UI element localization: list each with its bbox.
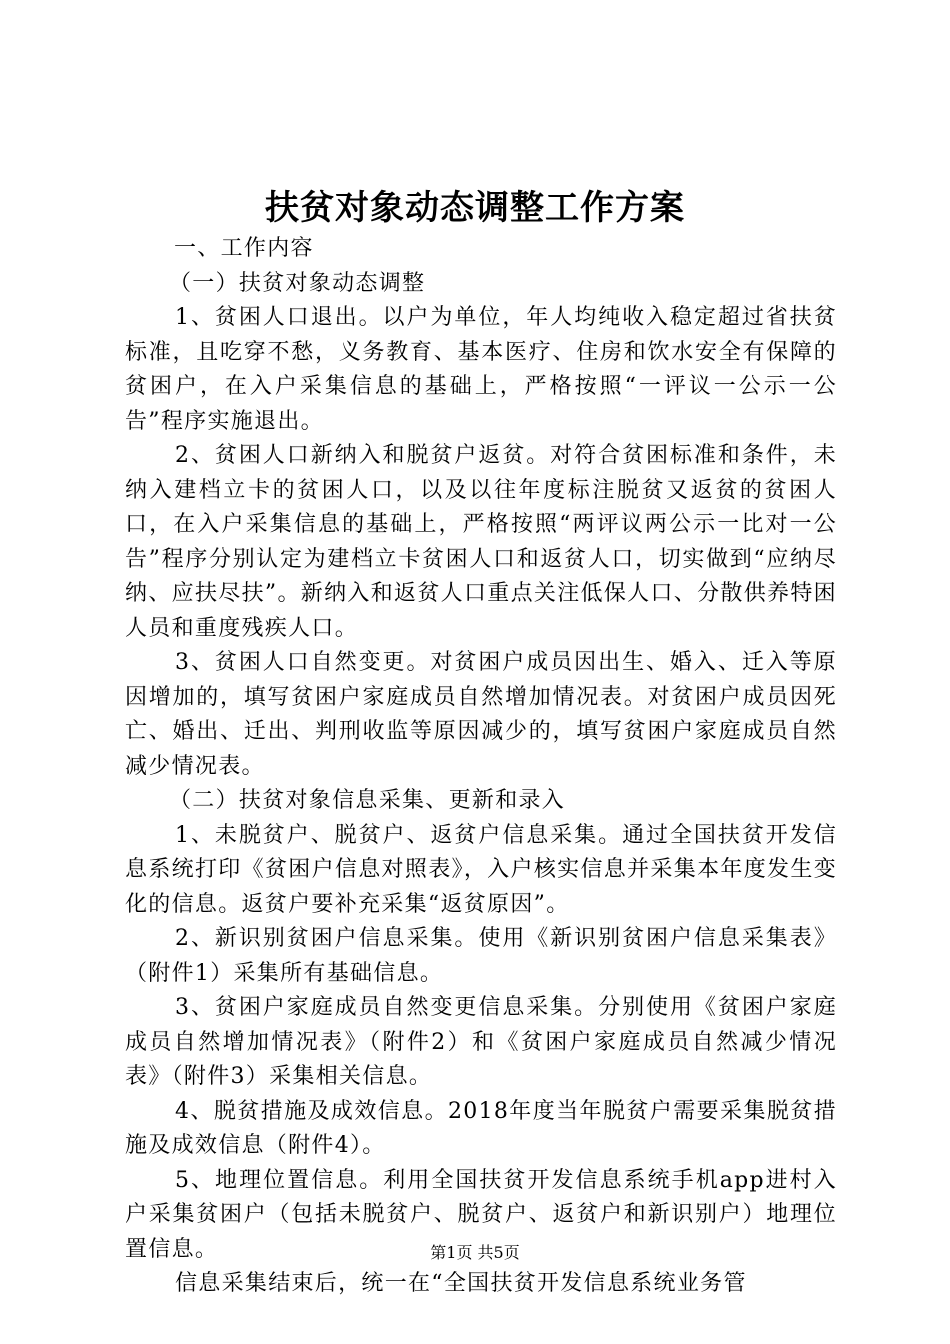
paragraph-member-change-info: 3、贫困户家庭成员自然变更信息采集。分别使用《贫困户家庭成员自然增加情况表》（附件2）和《贫困户家庭成员自然减少情况表》（附件3）采集相关信息。 bbox=[125, 995, 837, 1089]
page-footer: 第1页 共5页 bbox=[430, 1243, 520, 1262]
paragraph-location-info: 5、地理位置信息。利用全国扶贫开发信息系统手机app进村入户采集贫困户（包括未脱贫户、脱贫户、返贫户和新识别户）地理位置信息。 bbox=[125, 1167, 837, 1262]
subsection-heading-dynamic-adjustment: （一）扶贫对象动态调整 bbox=[169, 270, 426, 296]
paragraph-existing-household-info: 1、未脱贫户、脱贫户、返贫户信息采集。通过全国扶贫开发信息系统打印《贫困户信息对照表》，入户核实信息并采集本年度发生变化的信息。返贫户要补充采集“返贫原因”。 bbox=[125, 822, 837, 917]
subsection-heading-info-collection: （二）扶贫对象信息采集、更新和录入 bbox=[169, 788, 566, 813]
document-body bbox=[125, 232, 837, 1302]
paragraph-new-inclusion-and-return: 2、贫困人口新纳入和脱贫户返贫。对符合贫困标准和条件，未纳入建档立卡的贫困人口，以及以往年度标注脱贫又返贫的贫困人口，在入户采集信息的基础上，严格按照“两评议两公示一比对一公告”程序分别认定为建档立卡贫困人口和返贫人口，切实做到“应纳尽纳、应扶尽扶”。新纳入和返贫人口重点关注低保人口、分散供养特困人员和重度残疾人口。 bbox=[125, 443, 837, 641]
document-title: 扶贫对象动态调整工作方案 bbox=[265, 188, 685, 228]
paragraph-after-collection: 信息采集结束后，统一在“全国扶贫开发信息系统业务管 bbox=[175, 1271, 747, 1296]
paragraph-natural-change: 3、贫困人口自然变更。对贫困户成员因出生、婚入、迁入等原因增加的，填写贫困户家庭成员自然增加情况表。对贫困户成员因死亡、婚出、迁出、判刑收监等原因减少的，填写贫困户家庭成员自然减少情况表。 bbox=[125, 650, 837, 779]
paragraph-poverty-exit: 1、贫困人口退出。以户为单位，年人均纯收入稳定超过省扶贫标准，且吃穿不愁，义务教育、基本医疗、住房和饮水安全有保障的贫困户，在入户采集信息的基础上，严格按照“一评议一公示一公告”程序实施退出。 bbox=[125, 305, 837, 434]
section-heading-work-content: 一、工作内容 bbox=[174, 236, 314, 261]
paragraph-new-household-info: 2、新识别贫困户信息采集。使用《新识别贫困户信息采集表》（附件1）采集所有基础信息。 bbox=[125, 926, 837, 986]
paragraph-measures-and-results: 4、脱贫措施及成效信息。2018年度当年脱贫户需要采集脱贫措施及成效信息（附件4）。 bbox=[125, 1098, 837, 1158]
